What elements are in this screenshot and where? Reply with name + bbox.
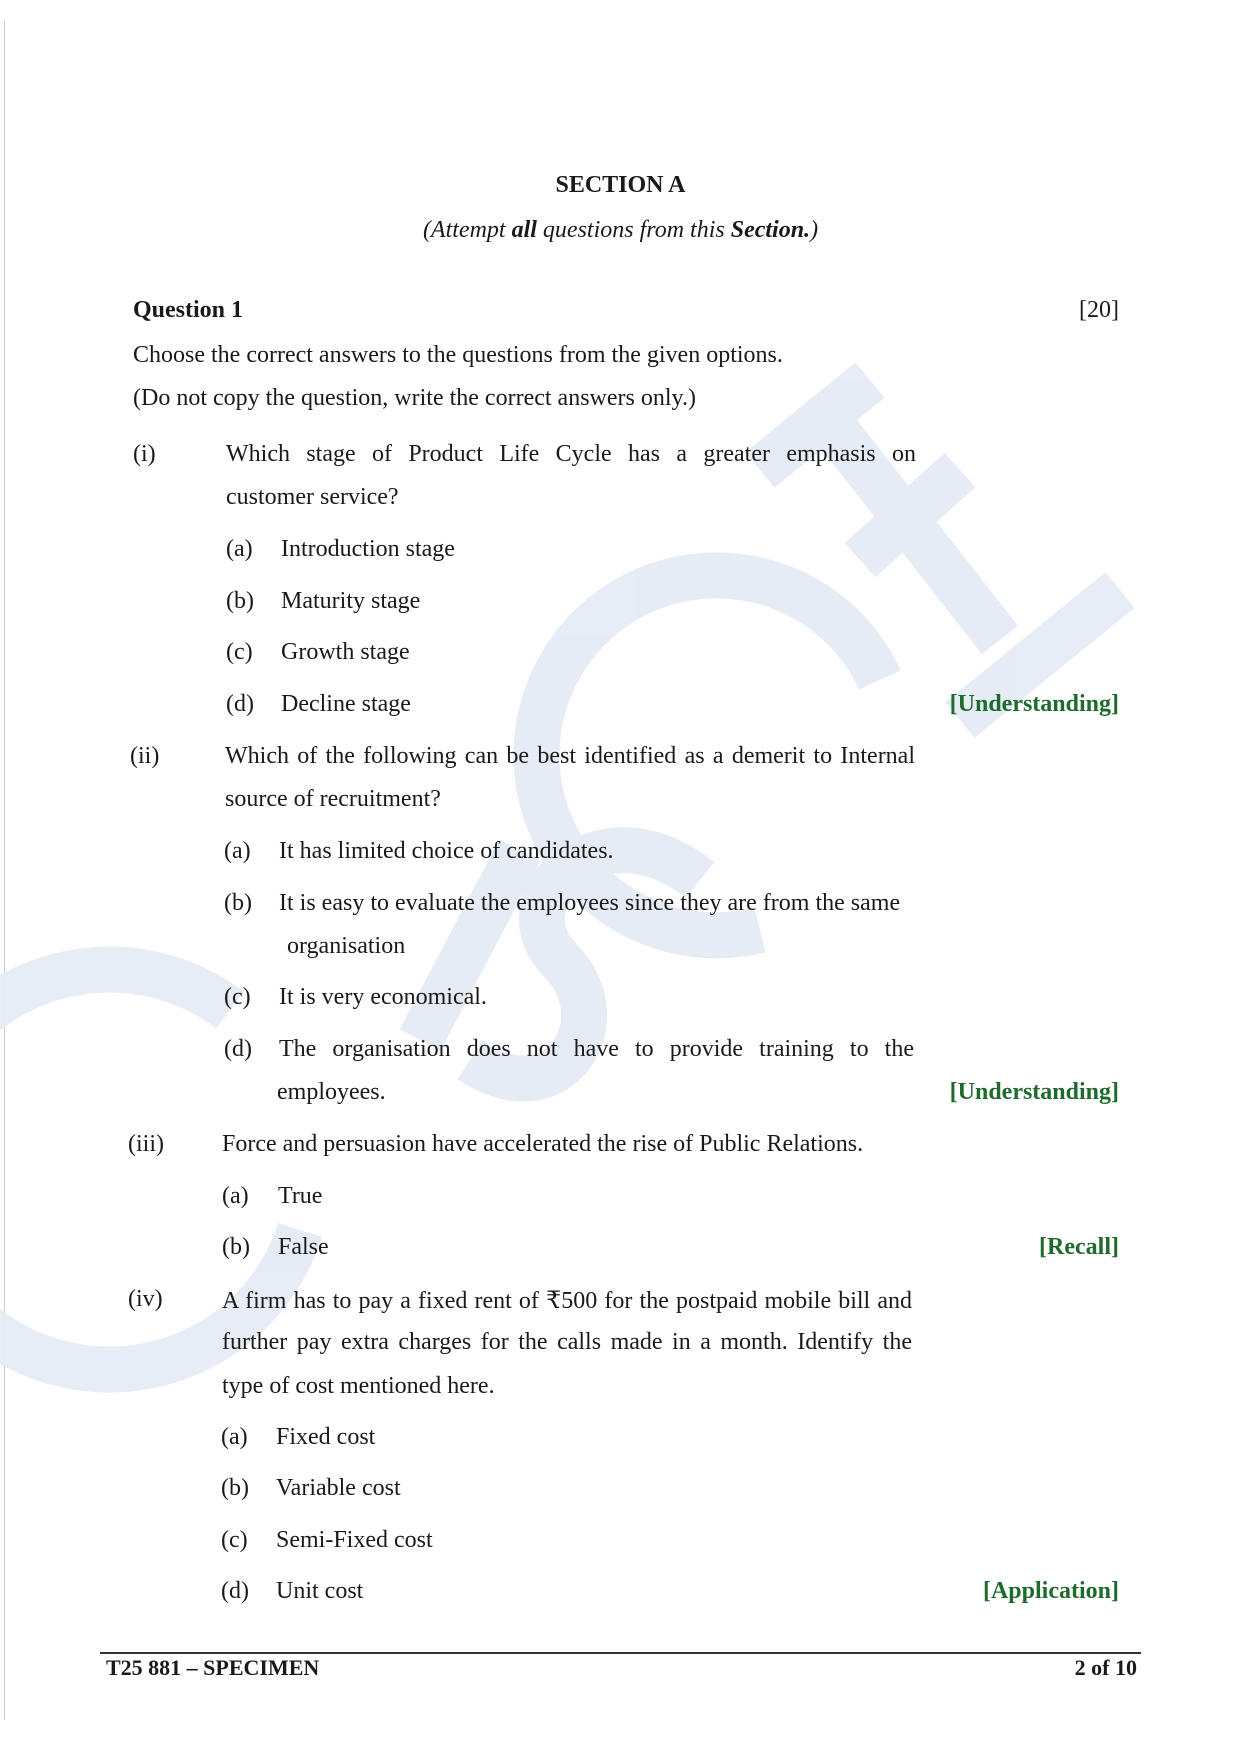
option-text: True	[278, 1183, 323, 1209]
option-label: (a)	[224, 838, 251, 864]
cognitive-level-tag: [Understanding]	[949, 1079, 1119, 1105]
question-heading: Question 1	[133, 297, 244, 323]
section-title: SECTION A	[555, 172, 686, 198]
item-stem-line: customer service?	[226, 484, 399, 510]
cognitive-level-tag: [Understanding]	[949, 691, 1119, 717]
option-label: (d)	[221, 1578, 249, 1604]
item-number: (iii)	[128, 1131, 164, 1157]
option-text: It has limited choice of candidates.	[279, 838, 614, 864]
option-label: (c)	[226, 639, 253, 665]
item-stem-line: Force and persuasion have accelerated the rise of Public Relations.	[222, 1131, 864, 1157]
option-label: (b)	[222, 1234, 250, 1260]
item-number: (i)	[133, 441, 156, 467]
item-stem-line: Which stage of Product Life Cycle has a greater emphasis on	[226, 441, 916, 467]
watermark-letter-e	[760, 380, 1120, 720]
paper-code: T25 881 – SPECIMEN	[106, 1655, 320, 1680]
page-number: 2 of 10	[1074, 1655, 1137, 1680]
option-text-continued: organisation	[287, 933, 406, 959]
item-stem-line: further pay extra charges for the calls made in a month. Identify the	[222, 1329, 912, 1355]
question-instruction-2: (Do not copy the question, write the correct answers only.)	[133, 385, 696, 411]
item-number: (ii)	[130, 743, 160, 769]
item-number: (iv)	[128, 1286, 163, 1312]
option-text: Introduction stage	[281, 536, 455, 562]
item-stem-line: source of recruitment?	[225, 786, 441, 812]
option-label: (a)	[221, 1424, 248, 1450]
option-text: False	[278, 1234, 329, 1260]
cognitive-level-tag: [Recall]	[1039, 1234, 1119, 1260]
option-text: Unit cost	[276, 1578, 364, 1604]
page-edge-rule	[4, 20, 5, 1720]
cognitive-level-tag: [Application]	[982, 1578, 1119, 1604]
option-text-continued: employees.	[277, 1079, 386, 1105]
option-text: Semi-Fixed cost	[276, 1527, 433, 1553]
option-text: The organisation does not have to provide training to the	[279, 1036, 914, 1062]
item-stem-line: type of cost mentioned here.	[222, 1373, 495, 1399]
option-text: Decline stage	[281, 691, 411, 717]
option-label: (b)	[224, 890, 252, 916]
option-text: Maturity stage	[281, 588, 421, 614]
option-text: It is easy to evaluate the employees since they are from the same	[279, 890, 901, 916]
option-label: (a)	[222, 1183, 249, 1209]
option-label: (c)	[221, 1527, 248, 1553]
item-stem-line: A firm has to pay a fixed rent of ₹500 for the postpaid mobile bill and	[222, 1288, 912, 1314]
option-label: (b)	[226, 588, 254, 614]
option-label: (a)	[226, 536, 253, 562]
question-instruction-1: Choose the correct answers to the questions from the given options.	[133, 342, 783, 368]
option-label: (b)	[221, 1475, 249, 1501]
option-text: It is very economical.	[279, 984, 487, 1010]
item-stem-line: Which of the following can be best identified as a demerit to Internal	[225, 743, 915, 769]
option-label: (d)	[226, 691, 254, 717]
option-text: Growth stage	[281, 639, 410, 665]
option-text: Fixed cost	[276, 1424, 376, 1450]
watermark-letter-i	[420, 850, 520, 1040]
section-instruction: (Attempt all questions from this Section.)	[422, 217, 819, 243]
option-text: Variable cost	[276, 1475, 401, 1501]
footer-divider	[100, 1652, 1141, 1654]
option-label: (d)	[224, 1036, 252, 1062]
question-marks: [20]	[1079, 297, 1119, 323]
option-label: (c)	[224, 984, 251, 1010]
